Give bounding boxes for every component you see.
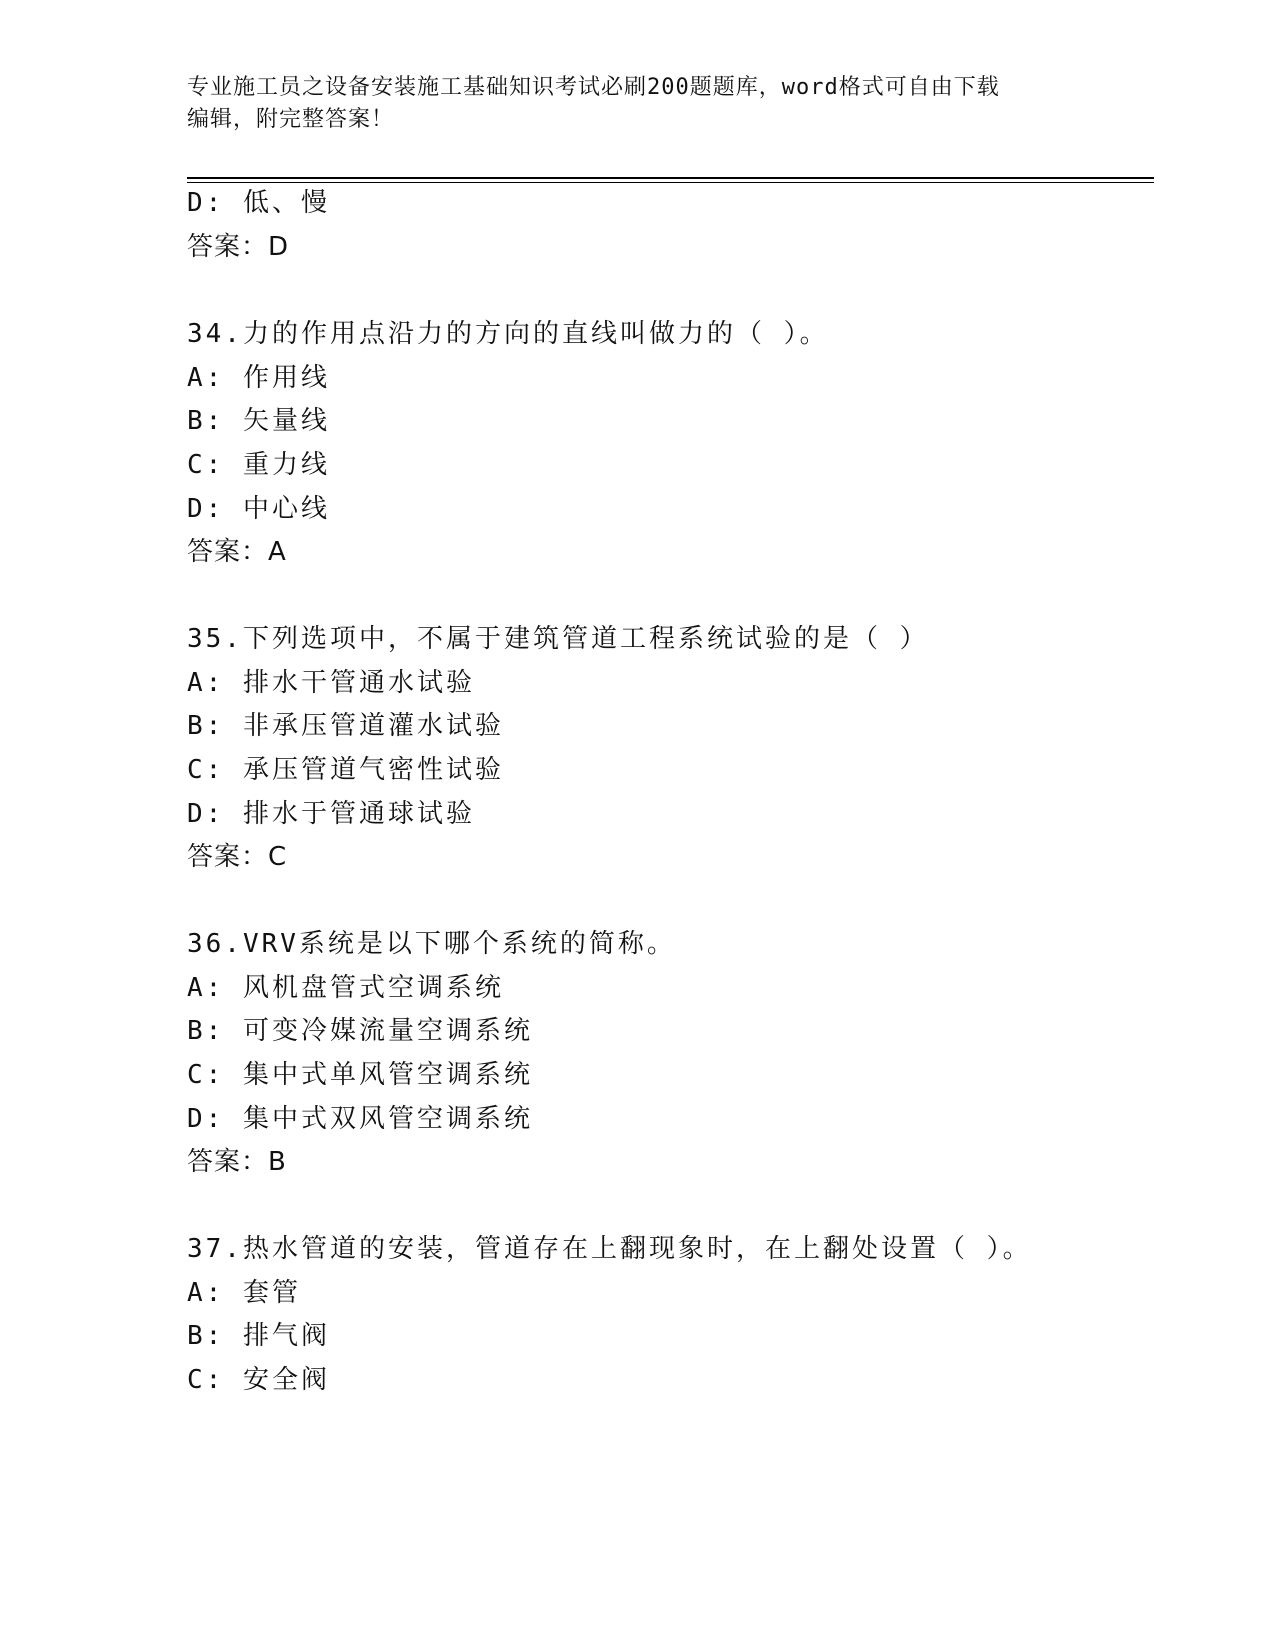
document-header [187,72,1087,136]
q36-option-a: A: 风机盘管式空调系统 [187,973,504,1003]
q36-option-b: B: 可变冷媒流量空调系统 [187,1016,533,1046]
q37-option-a: A: 套管 [187,1278,301,1308]
q35-stem: 35.下列选项中，不属于建筑管道工程系统试验的是（ ） [187,624,929,654]
header-title-line-1: 专业施工员之设备安装施工基础知识考试必刷200题题库，word格式可自由下载 [187,75,1000,100]
q37-stem: 37.热水管道的安装，管道存在上翻现象时，在上翻处设置（ ）。 [187,1234,1032,1264]
prev-answer: 答案：D [187,232,290,262]
q34-answer: 答案：A [187,537,287,567]
q34-option-a: A: 作用线 [187,363,330,393]
q37-option-c: C: 安全阀 [187,1365,330,1395]
q34-stem: 34.力的作用点沿力的方向的直线叫做力的（ ）。 [187,319,829,349]
q35-option-a: A: 排水干管通水试验 [187,668,475,698]
q37-option-b: B: 排气阀 [187,1321,330,1351]
q36-option-c: C: 集中式单风管空调系统 [187,1060,533,1090]
header-divider-thin [187,182,1154,183]
header-divider-thick [187,177,1154,179]
q35-option-d: D: 排水于管通球试验 [187,799,475,829]
q36-stem: 36.VRV系统是以下哪个系统的简称。 [187,929,676,959]
q34-option-d: D: 中心线 [187,494,330,524]
q34-option-c: C: 重力线 [187,450,330,480]
q36-answer: 答案：B [187,1147,287,1177]
q36-option-d: D: 集中式双风管空调系统 [187,1104,533,1134]
q34-option-b: B: 矢量线 [187,406,330,436]
q35-option-c: C: 承压管道气密性试验 [187,755,504,785]
q35-option-b: B: 非承压管道灌水试验 [187,711,504,741]
prev-option-d: D: 低、慢 [187,188,330,218]
q35-answer: 答案：C [187,842,288,872]
header-title-line-2: 编辑，附完整答案！ [187,107,395,132]
